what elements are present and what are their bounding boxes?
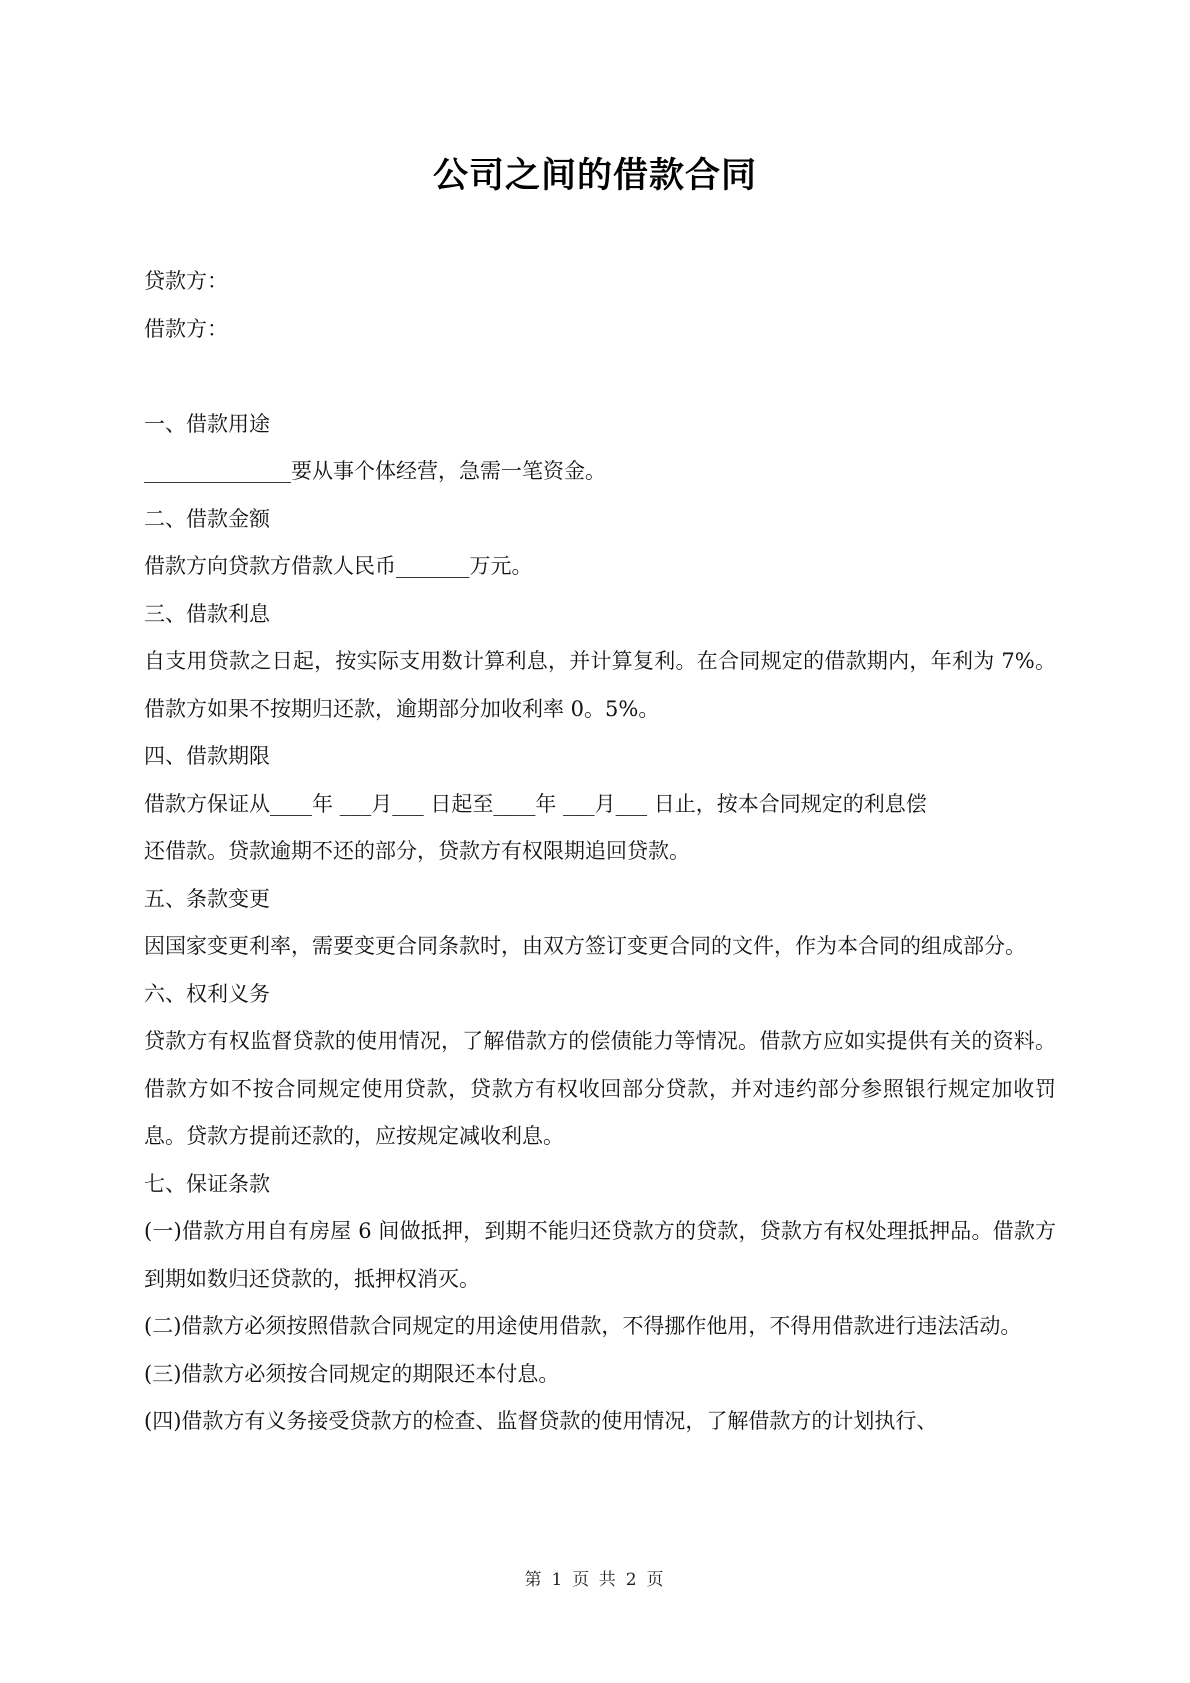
- section-heading-term: 四、借款期限: [144, 744, 270, 768]
- blank-field-end-year[interactable]: ____: [493, 791, 536, 816]
- paragraph-amount: 借款方向贷款方借款人民币_______万元。: [144, 554, 533, 578]
- lender-label: 贷款方：: [144, 269, 228, 293]
- blank-field-amount[interactable]: _______: [396, 554, 470, 578]
- paragraph-guarantee-3: (三)借款方必须按合同规定的期限还本付息。: [144, 1361, 560, 1386]
- blank-field-start-month-pre[interactable]: ___: [339, 791, 372, 816]
- spacer: [144, 353, 1056, 401]
- page-footer: 第 1 页 共 2 页: [524, 1570, 666, 1590]
- paragraph-interest: 自支用贷款之日起，按实际支用数计算利息，并计算复利。在合同规定的借款期内，年利为 7%。借款方如果不按期归还款，逾期部分加收利率 0。5%。: [144, 649, 1056, 721]
- paragraph-guarantee-4: (四)借款方有义务接受贷款方的检查、监督贷款的使用情况，了解借款方的计划执行、: [144, 1409, 938, 1433]
- paragraph-term-line1: 借款方保证从____年 ___月___ 日起至____年 ___月___ 日止，按本合同规定的利息偿: [144, 791, 927, 816]
- section-heading-interest: 三、借款利息: [144, 601, 270, 626]
- total-pages-number: 2: [625, 1570, 639, 1590]
- paragraph-guarantee-1: (一)借款方用自有房屋 6 间做抵押，到期不能归还贷款方的贷款，贷款方有权处理抵押品。借款方到期如数归还贷款的，抵押权消灭。: [144, 1219, 1056, 1291]
- blank-field-purpose[interactable]: ______________: [144, 459, 291, 483]
- section-heading-guarantee: 七、保证条款: [144, 1171, 270, 1196]
- blank-field-end-month-pre[interactable]: ___: [563, 791, 595, 816]
- blank-field-end-day[interactable]: ___: [615, 791, 648, 816]
- blank-field-start-day[interactable]: ___: [392, 791, 424, 816]
- blank-field-start-year[interactable]: ____: [270, 791, 312, 816]
- paragraph-amendment: 因国家变更利率，需要变更合同条款时，由双方签订变更合同的文件，作为本合同的组成部分。: [144, 934, 1026, 958]
- section-heading-rights: 六、权利义务: [144, 981, 270, 1006]
- section-heading-amendment: 五、条款变更: [144, 886, 270, 911]
- section-heading-purpose: 一、借款用途: [144, 411, 270, 436]
- paragraph-purpose: ______________要从事个体经营，急需一笔资金。: [144, 459, 606, 483]
- paragraph-guarantee-2: (二)借款方必须按照借款合同规定的用途使用借款，不得挪作他用，不得用借款进行违法活动。: [144, 1314, 1022, 1338]
- paragraph-rights: 贷款方有权监督贷款的使用情况，了解借款方的偿债能力等情况。借款方应如实提供有关的资料。借款方如不按合同规定使用贷款，贷款方有权收回部分贷款，并对违约部分参照银行规定加收罚息。贷款方提前还款的，应按规定减收利息。: [144, 1029, 1056, 1148]
- paragraph-term-line2: 还借款。贷款逾期不还的部分，贷款方有权限期追回贷款。: [144, 839, 690, 863]
- section-heading-amount: 二、借款金额: [144, 506, 270, 531]
- current-page-number: 1: [551, 1570, 565, 1590]
- document-title: 公司之间的借款合同: [432, 156, 757, 196]
- document-body: [144, 258, 1056, 1446]
- borrower-label: 借款方：: [144, 316, 228, 341]
